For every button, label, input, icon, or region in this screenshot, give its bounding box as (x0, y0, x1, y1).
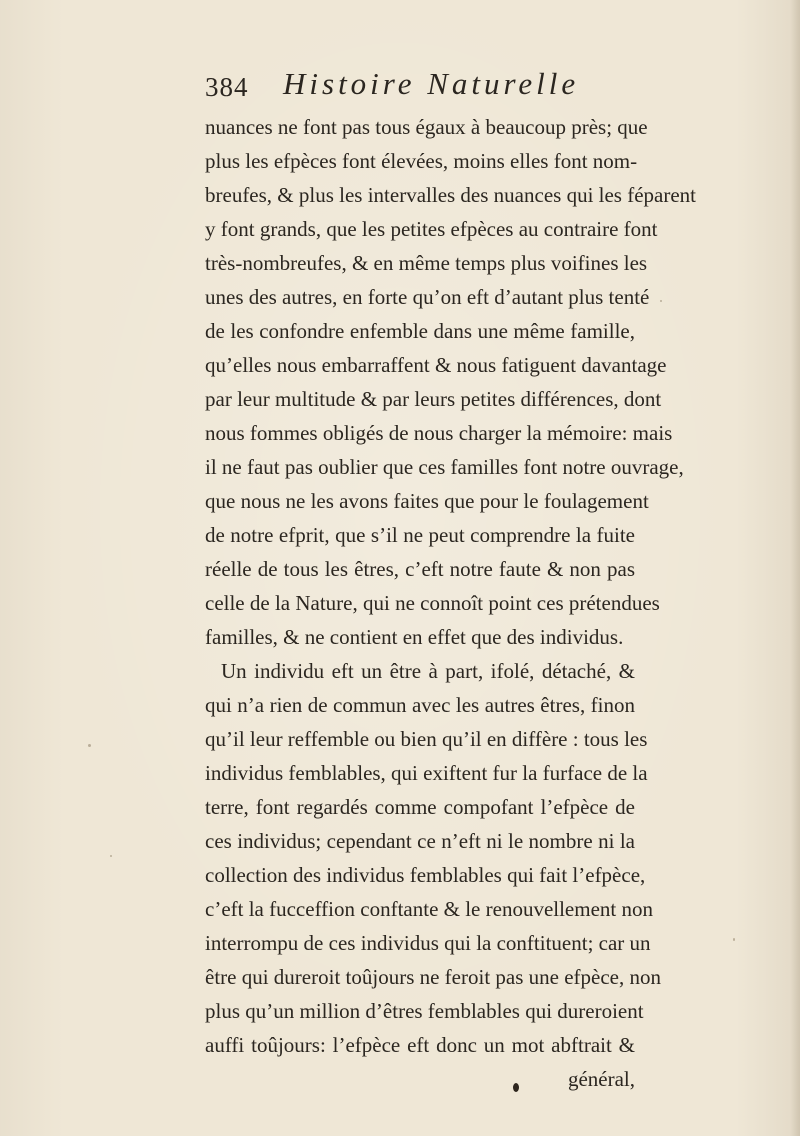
text-line-4: y font grands, que les petites efpèces au contraire font (205, 217, 658, 241)
text-line-28: auffi toûjours: l’efpèce eft donc un mot abftrait & (205, 1033, 635, 1057)
paper-speck (733, 938, 735, 941)
text-line-11: il ne faut pas oublier que ces familles font notre ouvrage, (205, 455, 684, 479)
text-line-23: collection des individus femblables qui fait l’efpèce, (205, 863, 646, 887)
text-line-20: individus femblables, qui exiftent fur la furface de la (205, 761, 648, 785)
text-line-16: familles, & ne contient en effet que des individus. (205, 625, 624, 649)
page-edge-shadow (790, 0, 800, 1136)
text-line-2: plus les efpèces font élevées, moins elles font nom- (205, 149, 638, 173)
text-line-14: réelle de tous les êtres, c’eft notre faute & non pas (205, 557, 635, 581)
text-line-7: de les confondre enfemble dans une même famille, (205, 319, 635, 343)
text-line-24: c’eft la fucceffion conftante & le renouvellement non (205, 897, 653, 921)
text-line-10: nous fommes obligés de nous charger la mémoire: mais (205, 421, 673, 445)
text-line-12: que nous ne les avons faites que pour le foulagement (205, 489, 649, 513)
text-line-1: nuances ne font pas tous égaux à beaucoup près; que (205, 115, 648, 139)
page-number: 384 (205, 72, 249, 102)
ink-mark (513, 1083, 519, 1092)
text-line-25: interrompu de ces individus qui la conftituent; car un (205, 931, 651, 955)
paper-speck (88, 744, 91, 747)
text-line-13: de notre efprit, que s’il ne peut comprendre la fuite (205, 523, 635, 547)
page-header (205, 66, 625, 108)
paper-speck (110, 855, 112, 857)
text-line-8: qu’elles nous embarraffent & nous fatiguent davantage (205, 353, 667, 377)
text-line-22: ces individus; cependant ce n’eft ni le nombre ni la (205, 829, 635, 853)
text-line-26: être qui dureroit toûjours ne feroit pas une efpèce, non (205, 965, 662, 989)
text-line-27: plus qu’un million d’êtres femblables qui dureroient (205, 999, 644, 1023)
paper-speck (660, 300, 662, 302)
text-line-19: qu’il leur reffemble ou bien qu’il en diffère : tous les (205, 727, 648, 751)
text-line-15: celle de la Nature, qui ne connoît point ces prétendues (205, 591, 660, 615)
text-line-5: très-nombreufes, & en même temps plus voifines les (205, 251, 648, 275)
text-line-21: terre, font regardés comme compofant l’efpèce de (205, 795, 635, 819)
body-text (205, 110, 697, 1096)
running-title: Histoire Naturelle (283, 66, 580, 101)
catchword: général, (567, 1067, 635, 1091)
text-line-9: par leur multitude & par leurs petites différences, dont (205, 387, 662, 411)
text-line-18: qui n’a rien de commun avec les autres êtres, finon (205, 693, 635, 717)
text-line-3: breufes, & plus les intervalles des nuances qui les féparent (205, 183, 697, 207)
text-line-17: Un individu eft un être à part, ifolé, détaché, & (221, 659, 635, 683)
text-line-6: unes des autres, en forte qu’on eft d’autant plus tenté (205, 285, 650, 309)
